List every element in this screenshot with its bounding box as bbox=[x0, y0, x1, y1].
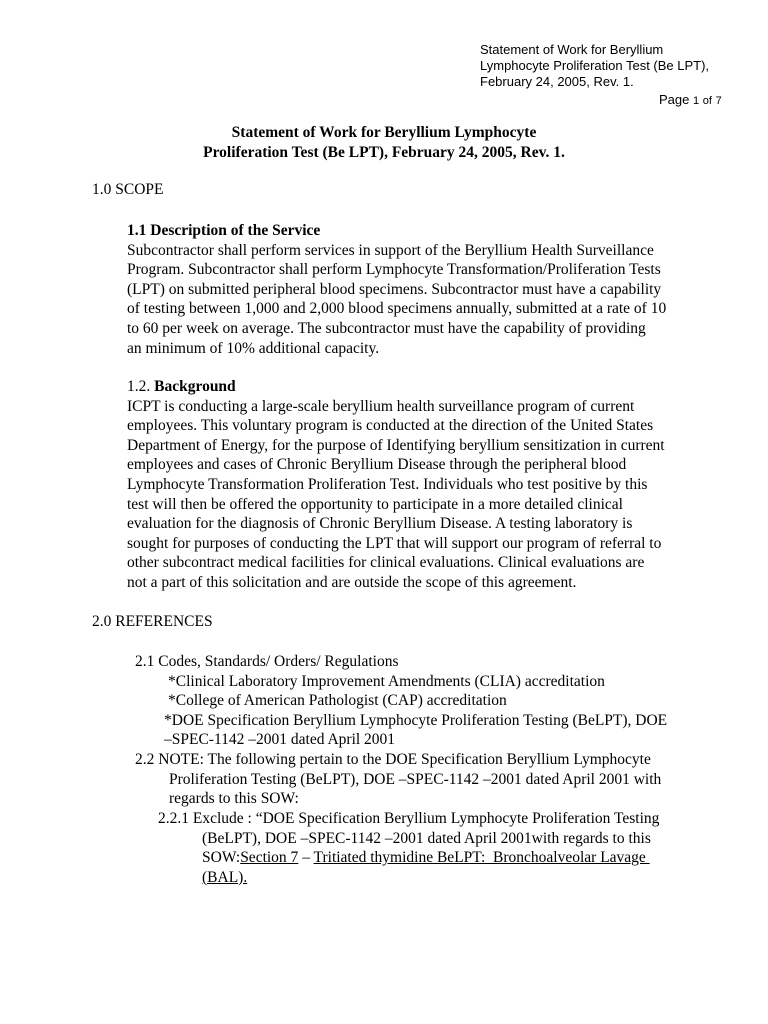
running-header bbox=[480, 42, 709, 90]
dash-separator: – bbox=[298, 849, 314, 867]
section-description-of-service bbox=[127, 221, 666, 358]
page-label: Page bbox=[659, 92, 690, 107]
subsection-heading: 2.1 Codes, Standards/ Orders/ Regulations bbox=[135, 653, 399, 670]
subsection-number: 1.2. bbox=[127, 378, 151, 395]
paragraph-line: employees. This voluntary program is conducted at the direction of the United States bbox=[127, 417, 654, 435]
section-note bbox=[135, 750, 661, 809]
paragraph-line: Program. Subcontractor shall perform Lymphocyte Transformation/Proliferation Tests bbox=[127, 261, 661, 279]
page-of: of bbox=[702, 95, 712, 107]
list-item: *DOE Specification Beryllium Lymphocyte Proliferation Testing (BeLPT), DOE bbox=[164, 711, 668, 729]
page-total: 7 bbox=[715, 95, 722, 107]
sow-prefix: SOW: bbox=[202, 849, 241, 867]
paragraph-line: employees and cases of Chronic Beryllium Disease through the peripheral blood bbox=[127, 456, 627, 474]
paragraph-line: sought for purposes of conducting the LPT that will support our program of referral to bbox=[127, 534, 662, 552]
paragraph-line: regards to this SOW: bbox=[169, 790, 299, 808]
paragraph-line: 2.2.1 Exclude : “DOE Specification Beryllium Lymphocyte Proliferation Testing bbox=[158, 810, 660, 827]
subsection-heading: 1.1 Description of the Service bbox=[127, 222, 321, 239]
section-heading-scope bbox=[92, 180, 164, 200]
paragraph-line: of testing between 1,000 and 2,000 blood specimens annually, submitted at a rate of 10 bbox=[127, 300, 667, 318]
header-line: February 24, 2005, Rev. 1. bbox=[480, 74, 634, 89]
title-line: Proliferation Test (Be LPT), February 24, 2005, Rev. 1. bbox=[203, 144, 565, 161]
section-codes-standards bbox=[135, 652, 667, 750]
paragraph-line: not a part of this solicitation and are outside the scope of this agreement. bbox=[127, 573, 577, 591]
paragraph-line: to 60 per week on average. The subcontractor must have the capability of providing bbox=[127, 319, 646, 337]
paragraph-line: evaluation for the diagnosis of Chronic Beryllium Disease. A testing laboratory is bbox=[127, 515, 633, 533]
list-item: *College of American Pathologist (CAP) accreditation bbox=[168, 692, 507, 710]
paragraph-line: Lymphocyte Transformation Proliferation Test. Individuals who test positive by this bbox=[127, 475, 648, 493]
paragraph-line: test will then be offered the opportunity to participate in a more detailed clinical bbox=[127, 495, 623, 513]
subsection-title: Background bbox=[154, 378, 236, 395]
paragraph-line: (BeLPT), DOE –SPEC-1142 –2001 dated April 2001with regards to this bbox=[202, 829, 651, 847]
paragraph-line: (LPT) on submitted peripheral blood specimens. Subcontractor must have a capability bbox=[127, 280, 662, 298]
section-heading-references bbox=[92, 612, 213, 632]
title-line: Statement of Work for Beryllium Lymphocyte bbox=[231, 124, 537, 141]
paragraph-line: Subcontractor shall perform services in support of the Beryllium Health Surveillance bbox=[127, 241, 654, 259]
subsection-heading bbox=[127, 377, 665, 397]
header-line: Lymphocyte Proliferation Test (Be LPT), bbox=[480, 58, 710, 73]
section-exclude bbox=[158, 809, 659, 887]
document-title bbox=[0, 123, 768, 163]
tritiated-thymidine-text: Tritiated thymidine BeLPT: Bronchoalveolar Lavage bbox=[313, 849, 650, 867]
paragraph-line: an minimum of 10% additional capacity. bbox=[127, 339, 380, 357]
header-line: Statement of Work for Beryllium bbox=[480, 42, 664, 57]
bal-text: (BAL). bbox=[202, 868, 248, 886]
list-item: *Clinical Laboratory Improvement Amendments (CLIA) accreditation bbox=[168, 672, 605, 690]
paragraph-line: 2.2 NOTE: The following pertain to the DOE Specification Beryllium Lymphocyte bbox=[135, 751, 651, 768]
paragraph-line bbox=[158, 848, 659, 868]
section-7-reference: Section 7 bbox=[240, 849, 299, 867]
section-background bbox=[127, 377, 665, 593]
page-number bbox=[659, 92, 722, 107]
list-item-continuation: –SPEC-1142 –2001 dated April 2001 bbox=[164, 731, 396, 749]
heading-text: 2.0 REFERENCES bbox=[92, 613, 213, 630]
paragraph-line: other subcontract medical facilities for clinical evaluations. Clinical evaluations are bbox=[127, 554, 645, 572]
paragraph-line: ICPT is conducting a large-scale beryllium health surveillance program of current bbox=[127, 397, 635, 415]
page-current: 1 bbox=[693, 95, 700, 107]
paragraph-line: Department of Energy, for the purpose of Identifying beryllium sensitization in current bbox=[127, 436, 665, 454]
paragraph-line: Proliferation Testing (BeLPT), DOE –SPEC-1142 –2001 dated April 2001 with bbox=[169, 770, 662, 788]
heading-text: 1.0 SCOPE bbox=[92, 181, 164, 198]
